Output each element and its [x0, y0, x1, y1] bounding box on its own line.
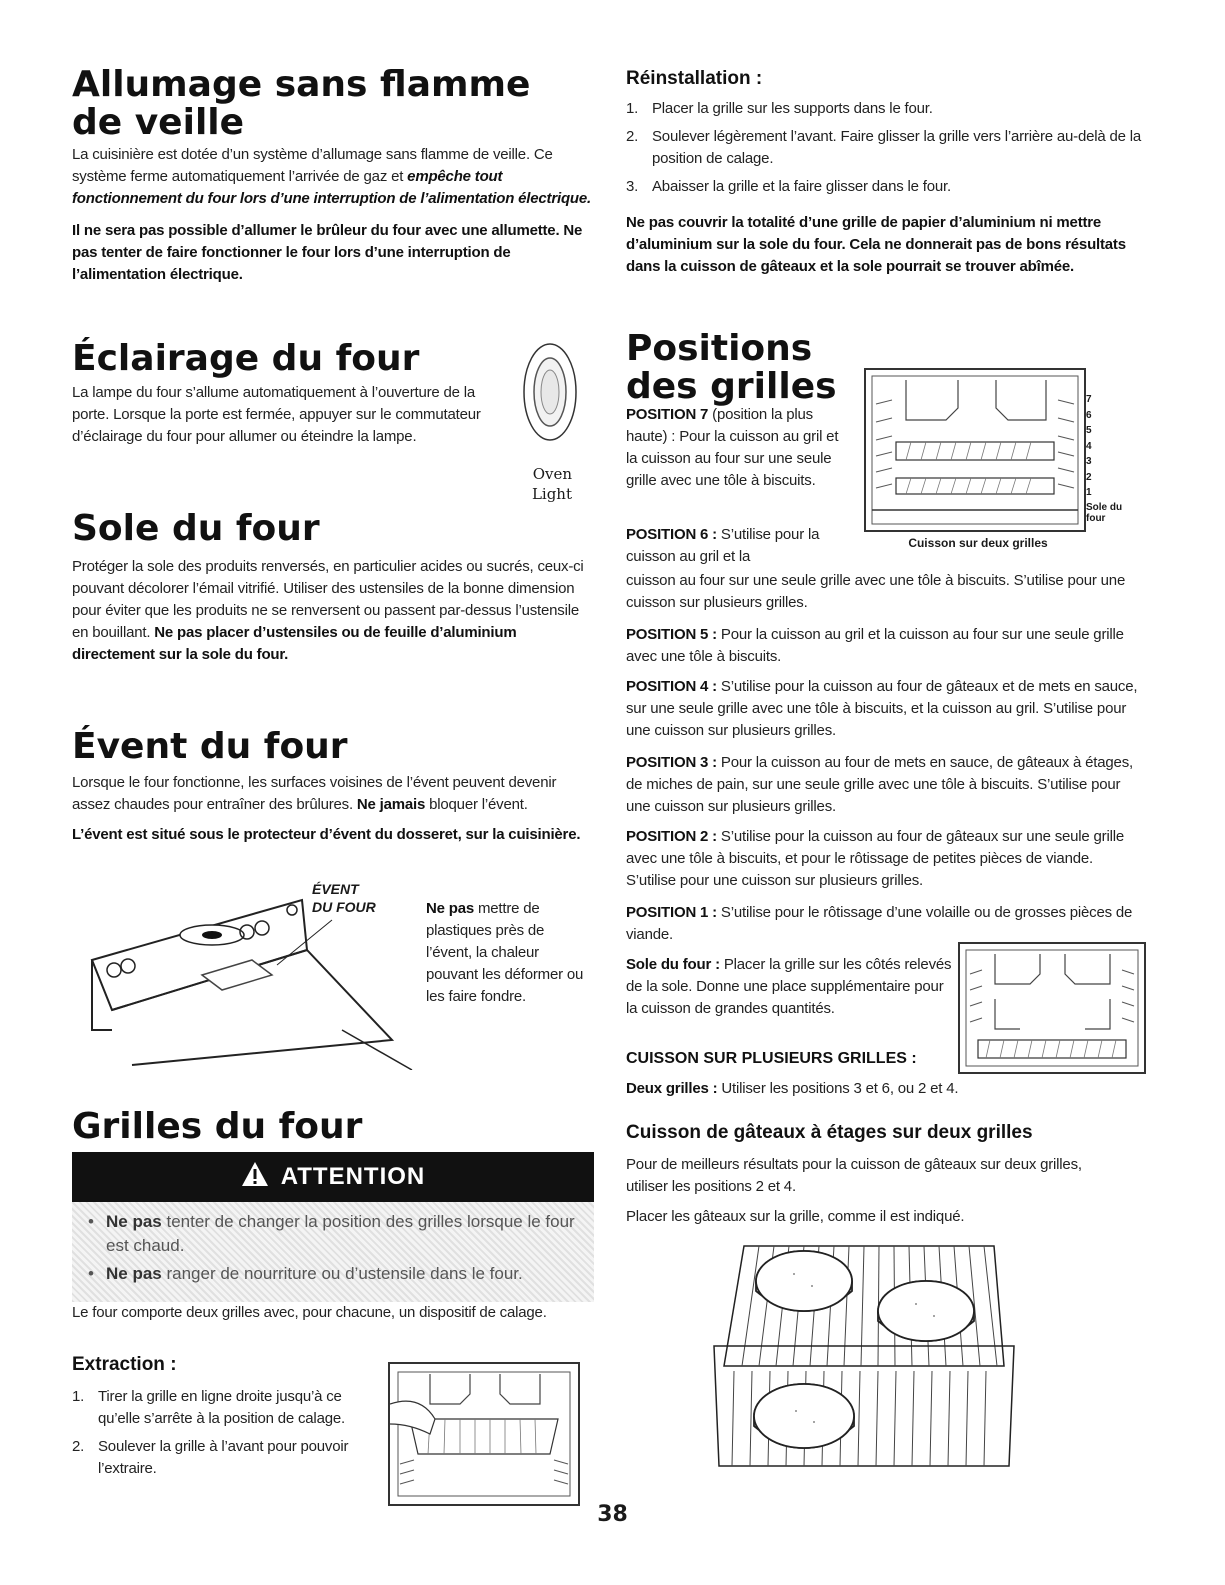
sole-du-four-text: Sole du four : Placer la grille sur les côtés relevés de la sole. Donne une place supplémentaire pour la cuisson de grandes quantités.: [626, 956, 952, 1017]
oven-racks-icon: [866, 370, 1084, 530]
cakes-on-racks-icon: [704, 1236, 1024, 1476]
vent-side-text: mettre de plastiques près de l’évent, la chaleur pouvant les déformer ou les faire fondre.: [426, 900, 584, 1005]
switch-label-oven: Oven: [532, 465, 572, 483]
reinstallation-step: 1. Placer la grille sur les supports dans le four.: [626, 100, 933, 117]
position-2-text: POSITION 2 : S’utilise pour la cuisson au four de gâteaux sur une seule grille avec une tôle à biscuits, et pour le rôtissage de petites pièces de viande. S’utilise pour une cuisson sur plusieurs grilles.: [626, 828, 1125, 889]
grilles-text: Le four comporte deux grilles avec, pour chacune, un dispositif de calage.: [72, 1304, 547, 1321]
sole-paragraph: [72, 556, 587, 666]
event-bold-line: L’évent est situé sous le protecteur d’évent du dosseret, sur la cuisinière.: [72, 826, 581, 843]
eclairage-title: Éclairage du four: [72, 338, 420, 379]
warning-item: • Ne pas tenter de changer la position des grilles lorsque le four est chaud.: [88, 1212, 575, 1255]
rack-number: 4: [1086, 440, 1092, 452]
vent-side-bold: Ne pas: [426, 900, 474, 917]
rack-number: 5: [1086, 425, 1092, 436]
sole-text: Protéger la sole des produits renversés, en particulier acides ou sucrés, ceux-ci pouvant décolorer l’émail vitrifié. Utiliser des ustensiles de la bonne dimension pour éviter que les produits ne se renversent ou passent par-dessus l’ustensile en bouillant.: [72, 558, 584, 641]
allumage-paragraph: [72, 144, 592, 210]
position-1-text: POSITION 1 : S’utilise pour le rôtissage d’une volaille ou de grosses pièces de viande.: [626, 904, 1133, 943]
extraction-title: Extraction :: [72, 1354, 177, 1375]
vent-diagram-label-1: ÉVENT: [312, 881, 359, 897]
section-eclairage: [72, 340, 512, 448]
warning-triangle-icon: [241, 1161, 269, 1194]
positions-title-line1: Positions: [626, 328, 813, 369]
extraction-step: 2. Soulever la grille à l’avant pour pouvoir l’extraire.: [72, 1438, 349, 1477]
position-5-text: POSITION 5 : Pour la cuisson au gril et la cuisson au four sur une seule grille avec une tôle à biscuits.: [626, 626, 1124, 665]
extraction-step: 1. Tirer la grille en ligne droite jusqu’à ce qu’elle s’arrête à la position de calage.: [72, 1388, 345, 1427]
allumage-text: La cuisinière est dotée d’un système d’allumage sans flamme de veille. Ce système ferme automatiquement l’arrivée de gaz et: [72, 146, 553, 185]
positions-title-block: [626, 330, 866, 406]
position-3-text: POSITION 3 : Pour la cuisson au four de mets en sauce, de gâteaux à étages, de miches de pain, sur une seule grille avec une tôle à biscuits. S’utilise pour une cuisson sur plusieurs grilles.: [626, 754, 1133, 815]
event-text-end: bloquer l’évent.: [425, 796, 528, 813]
allumage-warning-text: Il ne sera pas possible d’allumer le brûleur du four avec une allumette. Ne pas tenter de faire fonctionner le four lors d’une interruption de l’alimentation électrique.: [72, 222, 583, 283]
section-allumage: [72, 66, 592, 286]
event-bold: Ne jamais: [356, 796, 426, 813]
rack-number: 7: [1086, 394, 1092, 405]
sole-label: four: [1086, 512, 1106, 524]
position-6-continued: cuisson au four sur une seule grille avec une tôle à biscuits. S’utilise pour une cuisson sur plusieurs grilles.: [626, 572, 1126, 611]
reinstallation-step: 3. Abaisser la grille et la faire glisser dans le four.: [626, 178, 951, 195]
gateaux-paragraph-1: Pour de meilleurs résultats pour la cuisson de gâteaux sur deux grilles, utiliser les positions 2 et 4.: [626, 1156, 1082, 1195]
rack-extraction-diagram: [388, 1362, 580, 1506]
vent-diagram-label-2: DU FOUR: [312, 899, 376, 915]
allumage-emphasis: empêche tout fonctionnement du four lors d’une interruption de l’alimentation électrique.: [72, 168, 591, 207]
section-grilles: [72, 1108, 592, 1146]
rack-number-labels: [1086, 392, 1136, 524]
gateaux-paragraph-2: Placer les gâteaux sur la grille, comme il est indiqué.: [626, 1208, 965, 1225]
rack-number: 2: [1086, 471, 1092, 483]
rack-diagram-caption: Cuisson sur deux grilles: [908, 536, 1048, 550]
event-text: Lorsque le four fonctionne, les surfaces voisines de l’évent peuvent devenir assez chaudes pour entraîner des brûlures.: [72, 774, 557, 813]
oven-light-switch: [520, 340, 580, 503]
allumage-title-line2: de veille: [72, 102, 245, 143]
cake-placement-diagram: [704, 1236, 1024, 1476]
warning-title: ATTENTION: [280, 1163, 426, 1190]
multi-rack-title: CUISSON SUR PLUSIEURS GRILLES :: [626, 1050, 917, 1067]
gateaux-title: Cuisson de gâteaux à étages sur deux grilles: [626, 1122, 1033, 1143]
warning-body: [72, 1202, 594, 1302]
oven-vent-diagram: [72, 880, 422, 1070]
positions-title-line2: des grilles: [626, 366, 837, 407]
warning-header: [72, 1152, 594, 1202]
event-paragraph: [72, 772, 592, 816]
sole-bold-text: Ne pas placer d’ustensiles ou de feuille d’aluminium directement sur la sole du four.: [72, 624, 517, 663]
position-7-text: POSITION 7 (position la plus haute) : Pour la cuisson au gril et la cuisson au four sur une seule grille avec une tôle à biscuits.: [626, 406, 839, 489]
extraction-steps: [72, 1386, 372, 1486]
sole-title: Sole du four: [72, 508, 320, 549]
reinstallation-title: Réinstallation :: [626, 68, 763, 89]
section-event: [72, 728, 592, 846]
sole-rack-icon: [960, 944, 1144, 1072]
page-number: 38: [597, 1502, 628, 1527]
position-4-text: POSITION 4 : S’utilise pour la cuisson au four de gâteaux et de mets en sauce, sur une seule grille avec une tôle à biscuits, et la cuisson au gril. S’utilise pour une cuisson sur plusieurs grilles.: [626, 678, 1138, 739]
switch-label-light: Light: [531, 485, 572, 503]
rack-positions-diagram: [864, 368, 1086, 550]
reinstallation-steps: [626, 98, 1146, 204]
eclairage-text: La lampe du four s’allume automatiquement à l’ouverture de la porte. Lorsque la porte est fermée, appuyer sur le commutateur d’éclairage du four pour allumer ou éteindre la lampe.: [72, 384, 481, 445]
position-6-text: POSITION 6 : S’utilise pour la cuisson au gril et la: [626, 526, 820, 565]
rack-number: 3: [1086, 456, 1092, 467]
sole-label: Sole du: [1086, 501, 1123, 513]
warning-item: • Ne pas ranger de nourriture ou d’ustensile dans le four.: [88, 1264, 523, 1283]
reinstallation-step: 2. Soulever légèrement l’avant. Faire glisser la grille vers l’arrière au-delà de la position de calage.: [626, 128, 1142, 167]
vent-side-note: [426, 898, 591, 1008]
section-sole: [72, 510, 587, 666]
rack-number: 1: [1086, 487, 1092, 498]
grilles-title: Grilles du four: [72, 1106, 363, 1147]
reinstallation-warning: Ne pas couvrir la totalité d’une grille de papier d’aluminium ni mettre d’aluminium sur la sole du four. Cela ne donnerait pas de bons résultats dans la cuisson de gâteaux et la sole pourrait se trouver abîmée.: [626, 214, 1126, 275]
deux-grilles-text: Deux grilles : Utiliser les positions 3 et 6, ou 2 et 4.: [626, 1080, 959, 1097]
rack-number: 6: [1086, 409, 1092, 421]
oven-light-switch-icon: [520, 340, 580, 450]
allumage-title-line1: Allumage sans flamme: [72, 64, 531, 105]
sole-rack-diagram: [958, 942, 1146, 1074]
warning-box: [72, 1152, 594, 1302]
rack-extraction-icon: [390, 1364, 578, 1504]
event-title: Évent du four: [72, 726, 348, 767]
